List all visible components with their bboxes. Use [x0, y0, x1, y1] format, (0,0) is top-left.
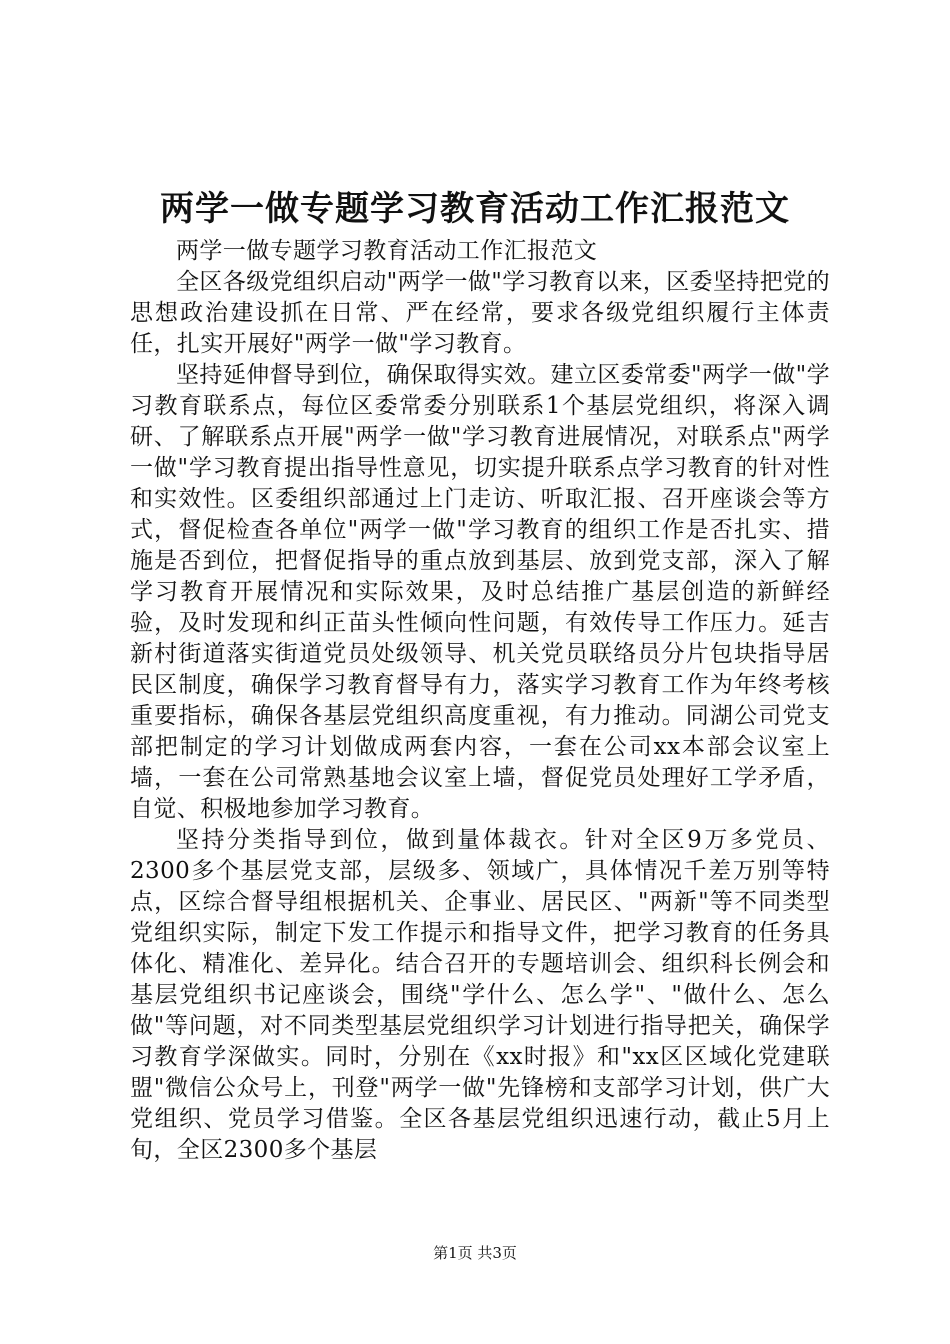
paragraph-supervision: 坚持延伸督导到位，确保取得实效。建立区委常委"两学一做"学习教育联系点，每位区委常委分别联系1个基层党组织，将深入调研、了解联系点开展"两学一做"学习教育进展情况，对联系点"两学一做"学习教育提出指导性意见，切实提升联系点学习教育的针对性和实效性。区委组织部通过上门走访、听取汇报、召开座谈会等方式，督促检查各单位"两学一做"学习教育的组织工作是否扎实、措施是否到位，把督促指导的重点放到基层、放到党支部，深入了解学习教育开展情况和实际效果，及时总结推广基层创造的新鲜经验，及时发现和纠正苗头性倾向性问题，有效传导工作压力。延吉新村街道落实街道党员处级领导、机关党员联络员分片包块指导居民区制度，确保学习教育督导有力，落实学习教育工作为年终考核重要指标，确保各基层党组织高度重视，有力推动。同湖公司党支部把制定的学习计划做成两套内容，一套在公司xx本部会议室上墙，一套在公司常熟基地会议室上墙，督促党员处理好工学矛盾，自觉、积极地参加学习教育。: [130, 362, 830, 822]
paragraph-intro: 全区各级党组织启动"两学一做"学习教育以来，区委坚持把党的思想政治建设抓在日常、严在经常，要求各级党组织履行主体责任，扎实开展好"两学一做"学习教育。: [130, 269, 830, 357]
document-title: 两学一做专题学习教育活动工作汇报范文: [160, 189, 790, 229]
page-footer: 第1页 共3页: [433, 1244, 517, 1262]
document-body: [130, 236, 830, 1166]
paragraph-guidance: 坚持分类指导到位，做到量体裁衣。针对全区9万多党员、2300多个基层党支部，层级多、领域广，具体情况千差万别等特点，区综合督导组根据机关、企事业、居民区、"两新"等不同类型党组织实际，制定下发工作提示和指导文件，把学习教育的任务具体化、精准化、差异化。结合召开的专题培训会、组织科长例会和基层党组织书记座谈会，围绕"学什么、怎么学"、"做什么、怎么做"等问题，对不同类型基层党组织学习计划进行指导把关，确保学习教育学深做实。同时，分别在《xx时报》和"xx区区域化党建联盟"微信公众号上，刊登"两学一做"先锋榜和支部学习计划，供广大党组织、党员学习借鉴。全区各基层党组织迅速行动，截止5月上旬，全区2300多个基层: [130, 827, 830, 1163]
document-subtitle: 两学一做专题学习教育活动工作汇报范文: [176, 238, 598, 264]
